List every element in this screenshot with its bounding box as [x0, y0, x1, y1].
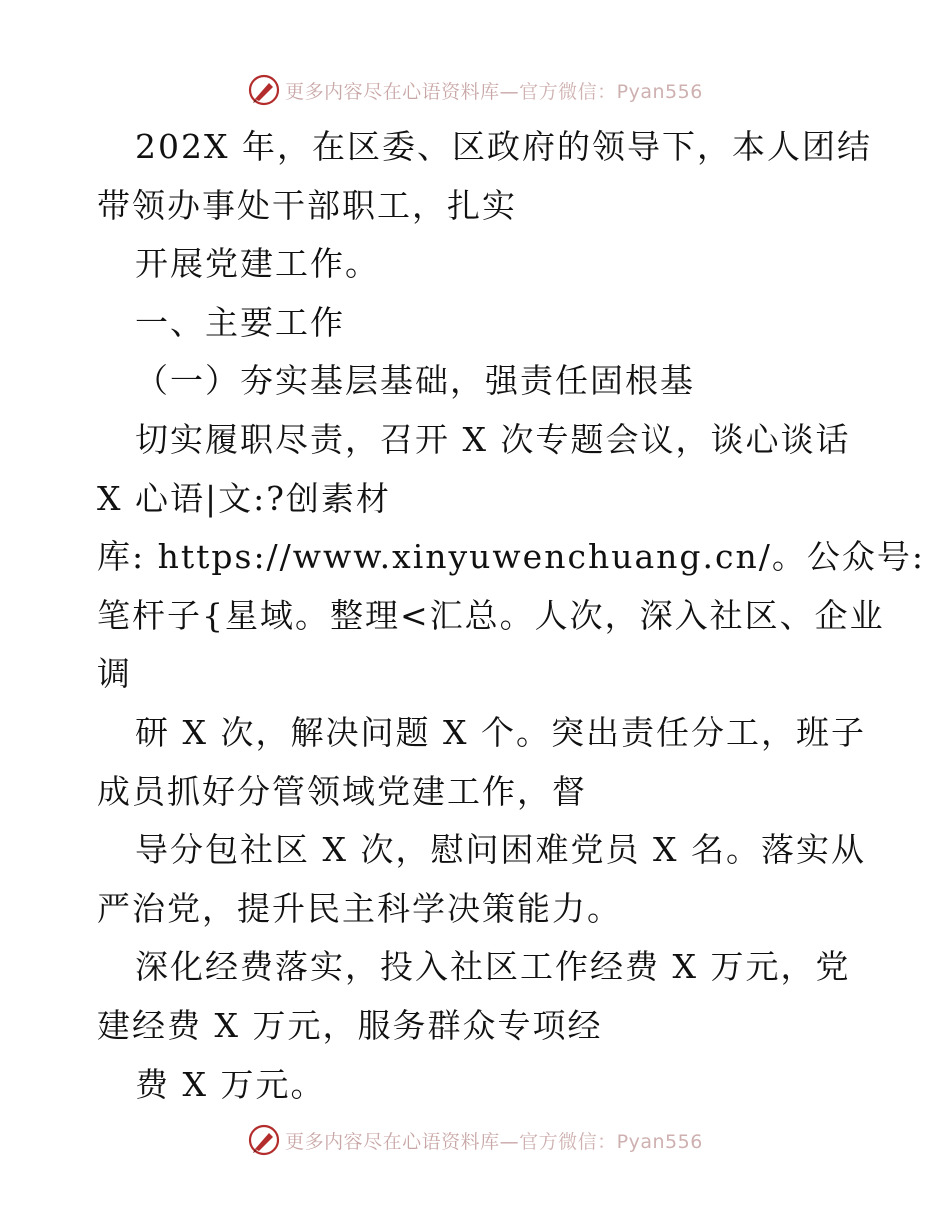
text-line: 带领办事处干部职工，扎实: [97, 185, 517, 225]
text-line: （一）夯实基层基础，强责任固根基: [135, 361, 695, 401]
text-line: 建经费 X 万元，服务群众专项经: [97, 1005, 603, 1045]
text-line: 调: [97, 654, 132, 694]
text-line: 成员抓好分管领域党建工作，督: [97, 771, 587, 811]
text-line: 笔杆子{星域。整理<汇总。人次，深入社区、企业: [97, 595, 885, 635]
text-line: 202X 年，在区委、区政府的领导下，本人团结: [135, 127, 872, 166]
text-line: 导分包社区 X 次，慰问困难党员 X 名。落实从: [135, 830, 866, 870]
document-body: [97, 118, 925, 1114]
footer-banner-text: 更多内容尽在心语资料库—官方微信：Pyan556: [285, 1130, 703, 1153]
text-line: 一、主要工作: [135, 302, 345, 342]
text-line: 库: https://www.xinyuwenchuang.cn/。公众号:: [97, 537, 925, 577]
text-line: 研 X 次，解决问题 X 个。突出责任分工，班子: [135, 712, 866, 752]
text-line: 开展党建工作。: [135, 244, 380, 284]
text-line: X 心语|文:?创素材: [97, 478, 391, 518]
text-line: 费 X 万元。: [135, 1064, 326, 1104]
header-banner-text: 更多内容尽在心语资料库—官方微信：Pyan556: [285, 80, 703, 103]
footer-banner: [0, 1120, 950, 1160]
text-line: 切实履职尽责，召开 X 次专题会议，谈心谈话: [135, 419, 851, 459]
header-banner: [0, 70, 950, 110]
pen-logo-icon: [247, 73, 281, 107]
pen-logo-icon: [247, 1123, 281, 1157]
text-line: 严治党，提升民主科学决策能力。: [97, 888, 622, 928]
text-line: 深化经费落实，投入社区工作经费 X 万元，党: [135, 947, 851, 987]
